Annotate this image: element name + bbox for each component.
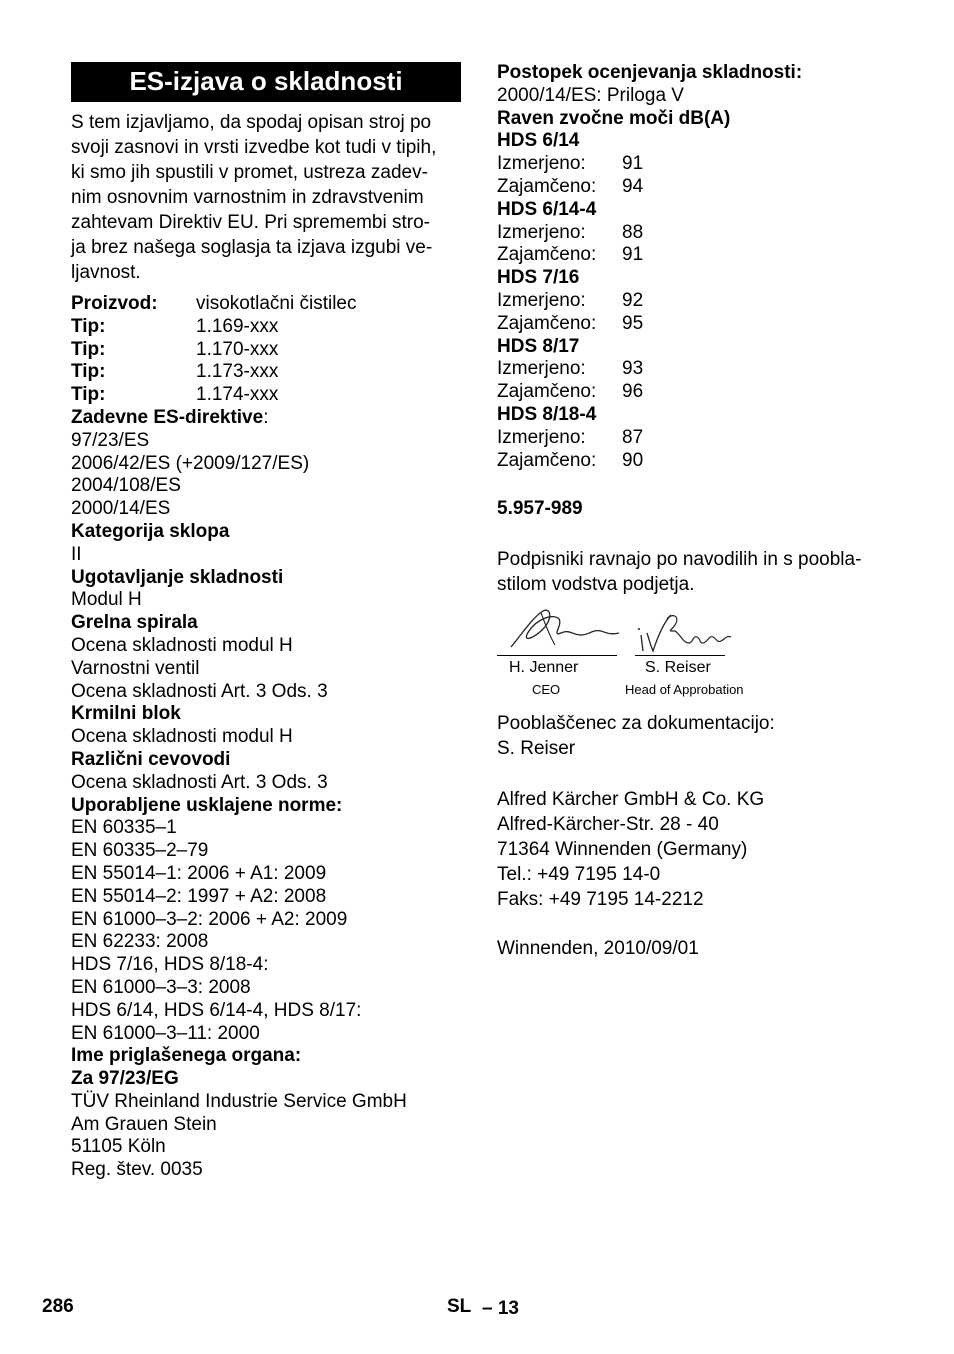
sound-model: [497, 199, 897, 267]
directives-suffix: :: [263, 406, 269, 428]
type-row: [71, 316, 461, 339]
heating-coil-label: Grelna spirala: [71, 612, 198, 634]
guaranteed-label: Zajamčeno:: [497, 244, 597, 266]
measured-row: [497, 153, 897, 176]
signatories-note-line: Podpisniki ravnajo po navodilih in s poobla-: [497, 549, 862, 571]
intro-line: ljavnost.: [71, 262, 141, 283]
signatories-note: [497, 547, 897, 597]
model-name: HDS 7/16: [497, 267, 580, 289]
sub-page-number: – 13: [482, 1298, 519, 1319]
notified-body-line: Reg. štev. 0035: [71, 1159, 203, 1181]
signatory-name: S. Reiser: [645, 659, 711, 677]
measured-label: Izmerjeno:: [497, 289, 586, 311]
sound-model: [497, 130, 897, 198]
company-fax: Faks: +49 7195 14-2212: [497, 889, 704, 911]
signatory-role: Head of Approbation: [625, 682, 744, 698]
guaranteed-value: 91: [622, 244, 644, 266]
type-value: 1.174-xxx: [196, 384, 279, 406]
guaranteed-row: [497, 381, 897, 404]
sound-label: Raven zvočne moči dB(A): [497, 107, 731, 129]
standards-label: Uporabljene usklajene norme:: [71, 794, 343, 816]
directives-label: Zadevne ES-direktive: [71, 406, 264, 428]
guaranteed-value: 90: [622, 449, 644, 471]
authorized-label: Pooblaščenec za dokumentacijo:: [497, 713, 775, 735]
measured-label: Izmerjeno:: [497, 426, 586, 448]
guaranteed-value: 94: [622, 175, 644, 197]
measured-value: 93: [622, 358, 644, 380]
intro-line: zahtevam Direktiv EU. Pri spremembi stro-: [71, 212, 430, 233]
category-label: Kategorija sklopa: [71, 520, 230, 542]
conformity-value: Modul H: [71, 589, 142, 611]
spacer: [497, 472, 897, 498]
measured-label: Izmerjeno:: [497, 153, 586, 175]
intro-line: ki smo jih spustili v promet, ustreza zadev-: [71, 162, 428, 183]
measured-label: Izmerjeno:: [497, 221, 586, 243]
notified-body-for: Za 97/23/EG: [71, 1068, 179, 1090]
assessment-label: Postopek ocenjevanja skladnosti:: [497, 62, 803, 83]
type-row: [71, 361, 461, 384]
company-city: 71364 Winnenden (Germany): [497, 839, 748, 861]
company-tel: Tel.: +49 7195 14-0: [497, 864, 661, 886]
pipelines-value: Ocena skladnosti Art. 3 Ods. 3: [71, 771, 328, 793]
signatories-note-line: stilom vodstva podjetja.: [497, 574, 695, 596]
measured-value: 87: [622, 426, 644, 448]
product-label: Proizvod:: [71, 293, 158, 314]
type-value: 1.173-xxx: [196, 361, 279, 383]
guaranteed-label: Zajamčeno:: [497, 381, 597, 403]
guaranteed-label: Zajamčeno:: [497, 449, 597, 471]
notified-body-line: 51105 Köln: [71, 1136, 166, 1158]
guaranteed-row: [497, 313, 897, 336]
company-street: Alfred-Kärcher-Str. 28 - 40: [497, 814, 719, 836]
page-number: 286: [42, 1296, 74, 1317]
measured-value: 92: [622, 289, 644, 311]
type-label: Tip:: [71, 338, 106, 360]
type-label: Tip:: [71, 384, 106, 406]
guaranteed-value: 96: [622, 381, 644, 403]
intro-paragraph: [71, 110, 461, 285]
signature-line: [635, 655, 725, 656]
heating-coil-line: Ocena skladnosti Art. 3 Ods. 3: [71, 680, 328, 702]
model-name: HDS 6/14: [497, 130, 580, 152]
type-label: Tip:: [71, 361, 106, 383]
measured-label: Izmerjeno:: [497, 358, 586, 380]
measured-value: 88: [622, 221, 644, 243]
standard-item: EN 60335–1: [71, 817, 177, 839]
place-date: Winnenden, 2010/09/01: [497, 938, 699, 960]
page-title: ES-izjava o skladnosti: [71, 62, 461, 102]
signatory-role: CEO: [532, 682, 561, 698]
conformity-label: Ugotavljanje skladnosti: [71, 566, 284, 588]
measured-row: [497, 222, 897, 245]
control-block-value: Ocena skladnosti modul H: [71, 726, 293, 748]
spacer: [497, 521, 897, 547]
measured-row: [497, 358, 897, 381]
guaranteed-label: Zajamčeno:: [497, 175, 597, 197]
type-value: 1.170-xxx: [196, 338, 279, 360]
intro-line: svoji zasnovi in vrsti izvedbe kot tudi v tipih,: [71, 137, 437, 158]
signature-jenner: [503, 605, 623, 655]
type-row: [71, 384, 461, 407]
notified-body-line: TÜV Rheinland Industrie Service GmbH: [71, 1090, 407, 1112]
measured-row: [497, 290, 897, 313]
notified-body-label: Ime priglašenega organa:: [71, 1045, 302, 1067]
standard-item: EN 60335–2–79: [71, 840, 209, 862]
pipelines-label: Različni cevovodi: [71, 748, 231, 770]
signature-block: [497, 605, 897, 697]
intro-line: S tem izjavljamo, da spodaj opisan stroj po: [71, 112, 432, 133]
directive-item: 2004/108/ES: [71, 475, 181, 497]
category-value: II: [71, 543, 82, 565]
guaranteed-row: [497, 176, 897, 199]
signature-reiser: [635, 605, 735, 655]
standard-item: EN 55014–2: 1997 + A2: 2008: [71, 885, 327, 907]
doc-number: 5.957-989: [497, 498, 583, 520]
company-address: [497, 787, 897, 912]
type-label: Tip:: [71, 315, 106, 337]
guaranteed-row: [497, 244, 897, 267]
authorized-block: [497, 711, 897, 761]
model-name: HDS 6/14-4: [497, 198, 597, 220]
notified-body-line: Am Grauen Stein: [71, 1113, 217, 1135]
sound-model: [497, 404, 897, 472]
sound-model: [497, 267, 897, 335]
standard-item: HDS 7/16, HDS 8/18-4:: [71, 954, 269, 976]
type-row: [71, 339, 461, 362]
standard-item: EN 61000–3–11: 2000: [71, 1022, 260, 1044]
guaranteed-value: 95: [622, 312, 644, 334]
language-code: SL: [447, 1296, 472, 1317]
standard-item: EN 62233: 2008: [71, 931, 209, 953]
authorized-name: S. Reiser: [497, 738, 576, 760]
product-row: [71, 293, 461, 316]
intro-line: nim osnovnim varnostnim in zdravstvenim: [71, 187, 424, 208]
heating-coil-line: Ocena skladnosti modul H: [71, 634, 293, 656]
signature-line: [497, 655, 617, 656]
directive-item: 2006/42/ES (+2009/127/ES): [71, 452, 310, 474]
left-column: [71, 62, 461, 1182]
company-name: Alfred Kärcher GmbH & Co. KG: [497, 789, 765, 811]
signatory-name: H. Jenner: [509, 659, 579, 677]
standard-item: EN 55014–1: 2006 + A1: 2009: [71, 862, 327, 884]
product-value: visokotlačni čistilec: [196, 293, 357, 314]
standard-item: HDS 6/14, HDS 6/14-4, HDS 8/17:: [71, 999, 362, 1021]
spacer: [497, 761, 897, 787]
spacer: [497, 912, 897, 938]
intro-line: ja brez našega soglasja ta izjava izgubi ve-: [71, 237, 433, 258]
standard-item: EN 61000–3–2: 2006 + A2: 2009: [71, 908, 348, 930]
sound-model: [497, 336, 897, 404]
control-block-label: Krmilni blok: [71, 703, 181, 725]
guaranteed-label: Zajamčeno:: [497, 312, 597, 334]
type-value: 1.169-xxx: [196, 315, 279, 337]
heating-coil-line: Varnostni ventil: [71, 657, 200, 679]
measured-value: 91: [622, 153, 644, 175]
guaranteed-row: [497, 450, 897, 473]
directive-item: 2000/14/ES: [71, 498, 171, 520]
measured-row: [497, 427, 897, 450]
model-name: HDS 8/17: [497, 335, 580, 357]
directives-heading: [71, 407, 461, 430]
directive-item: 97/23/ES: [71, 429, 150, 451]
assessment-value: 2000/14/ES: Priloga V: [497, 84, 684, 106]
standard-item: EN 61000–3–3: 2008: [71, 976, 251, 998]
right-column: [497, 62, 897, 961]
model-name: HDS 8/18-4: [497, 403, 597, 425]
